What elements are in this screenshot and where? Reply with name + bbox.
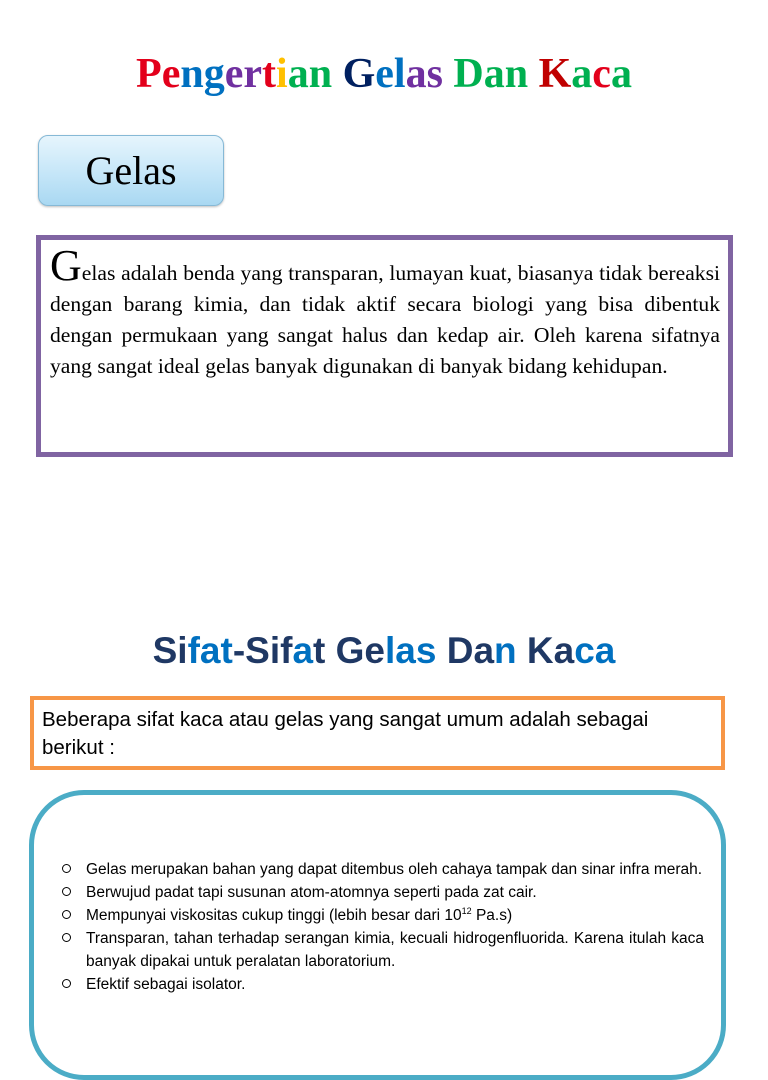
gelas-label-box	[38, 135, 224, 206]
title-pengertian-letter: a	[610, 51, 632, 97]
title-pengertian-letter: t	[262, 51, 277, 97]
title-pengertian-letter: e	[375, 51, 394, 97]
definition-body: elas adalah benda yang transparan, lumayan kuat, biasanya tidak bereaksi dengan barang kimia, dan tidak aktif secara biologi yang bisa dibentuk dengan permukaan yang sangat halus dan kedap air. Oleh karena sifatnya yang sangat ideal gelas banyak digunakan di banyak bidang kehidupan.	[50, 261, 720, 378]
title-sifat-letter: s	[415, 630, 437, 671]
intro-text: Beberapa sifat kaca atau gelas yang sangat umum adalah sebagai berikut :	[42, 708, 649, 759]
property-item	[56, 927, 704, 973]
slide-sifat	[0, 512, 768, 1024]
title-sifat-letter	[436, 630, 446, 671]
title-sifat-letter: f	[187, 630, 200, 671]
properties-list	[56, 858, 704, 996]
property-text: Gelas merupakan bahan yang dapat ditembus oleh cahaya tampak dan sinar infra merah.	[86, 861, 703, 878]
property-text: Berwujud padat tapi susunan atom-atomnya seperti pada zat cair.	[86, 884, 537, 901]
title-pengertian-letter: e	[224, 51, 244, 97]
title-sifat-letter: a	[292, 630, 314, 671]
circle-bullet-icon	[62, 887, 71, 896]
title-pengertian-letter: D	[453, 51, 484, 97]
definition-box	[36, 235, 733, 457]
property-text-after: Pa.s)	[471, 907, 513, 924]
title-sifat-letter: K	[526, 630, 554, 671]
property-text: Transparan, tahan terhadap serangan kimia, kecuali hidrogenfluorida. Karena itulah kaca banyak dipakai untuk peralatan laboratorium.	[86, 930, 704, 970]
title-pengertian-letter: g	[203, 51, 225, 97]
title-pengertian-letter	[443, 51, 454, 97]
title-sifat-letter: a	[473, 630, 495, 671]
title-sifat-letter: D	[446, 630, 474, 671]
definition-text	[50, 241, 720, 382]
property-item	[56, 881, 704, 904]
circle-bullet-icon	[62, 864, 71, 873]
title-pengertian-letter: e	[161, 51, 181, 97]
title-pengertian-letter: n	[308, 51, 333, 97]
property-item	[56, 858, 704, 881]
title-sifat-letter	[517, 630, 527, 671]
title-pengertian-letter: r	[243, 51, 263, 97]
title-pengertian-letter: P	[136, 51, 162, 97]
title-pengertian-letter: i	[276, 51, 288, 97]
title-pengertian-letter: a	[483, 51, 505, 97]
title-sifat-letter: a	[395, 630, 416, 671]
title-pengertian-letter: a	[571, 51, 593, 97]
title-sifat-letter: n	[494, 630, 517, 671]
gelas-label: Gelas	[85, 148, 177, 193]
slide-title-sifat	[0, 629, 768, 673]
properties-box	[29, 790, 726, 1080]
title-sifat-letter: a	[553, 630, 575, 671]
title-sifat-letter: l	[384, 630, 396, 671]
title-sifat-letter: S	[152, 630, 178, 671]
title-pengertian-letter: K	[538, 51, 572, 97]
slide-pengertian	[0, 0, 768, 512]
title-sifat-letter: -	[232, 630, 246, 671]
property-text: Mempunyai viskositas cukup tinggi (lebih besar dari 10	[86, 907, 462, 924]
title-sifat-letter: a	[199, 630, 221, 671]
definition-dropcap: G	[50, 241, 82, 290]
title-sifat-letter: i	[269, 630, 281, 671]
title-pengertian-letter: G	[342, 51, 376, 97]
title-pengertian-letter: n	[504, 51, 529, 97]
intro-box	[30, 696, 725, 770]
property-item	[56, 904, 704, 927]
slide-title-pengertian	[0, 48, 768, 100]
title-pengertian-letter: n	[180, 51, 204, 97]
title-sifat-letter: S	[245, 630, 270, 671]
title-pengertian-letter: s	[426, 51, 443, 97]
circle-bullet-icon	[62, 910, 71, 919]
title-sifat-letter: t	[220, 630, 233, 671]
title-pengertian-letter	[528, 51, 539, 97]
title-pengertian-letter: c	[592, 51, 611, 97]
title-pengertian-letter	[332, 51, 343, 97]
property-superscript: 12	[461, 906, 472, 916]
title-sifat-letter: a	[594, 630, 616, 671]
title-pengertian-letter: a	[287, 51, 309, 97]
title-sifat-letter: t	[313, 630, 326, 671]
title-sifat-letter: c	[574, 630, 595, 671]
title-sifat-letter: f	[280, 630, 293, 671]
title-sifat-letter: i	[177, 630, 188, 671]
circle-bullet-icon	[62, 933, 71, 942]
circle-bullet-icon	[62, 979, 71, 988]
title-sifat-letter: G	[335, 630, 365, 671]
title-pengertian-letter: l	[393, 51, 406, 97]
property-item	[56, 973, 704, 996]
title-sifat-letter	[325, 630, 335, 671]
title-pengertian-letter: a	[405, 51, 427, 97]
property-text: Efektif sebagai isolator.	[86, 976, 246, 993]
title-sifat-letter: e	[364, 630, 385, 671]
